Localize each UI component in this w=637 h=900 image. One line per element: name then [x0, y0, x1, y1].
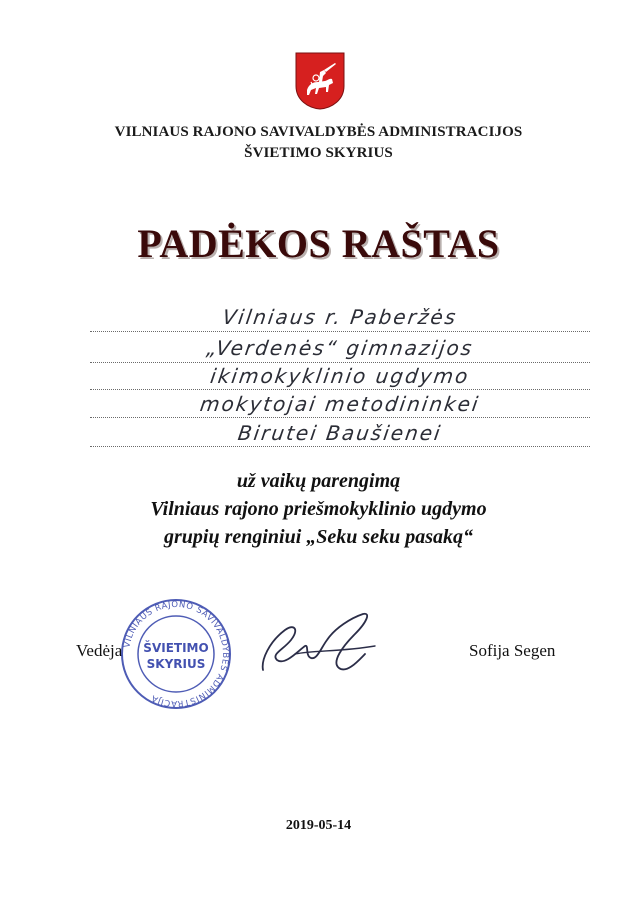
coat-of-arms-icon [295, 52, 345, 110]
signatory-title: Vedėja [76, 641, 123, 660]
department-name: ŠVIETIMO SKYRIUS [244, 145, 393, 161]
signatory-name: Sofija Segen [469, 641, 556, 660]
reason-line: grupių renginiui „Seku seku pasaką“ [164, 526, 473, 548]
document-date: 2019-05-14 [285, 818, 352, 833]
document-title: PADĖKOS RAŠTAS [137, 221, 500, 266]
recipient-line: mokytojai metodininkei [198, 392, 482, 416]
dotted-rule [90, 417, 590, 418]
recipient-line: Vilniaus r. Paberžės [221, 305, 459, 329]
stamp-ring-text: VILNIAUS RAJONO SAVIVALDYBĖS ADMINISTRACIJA [122, 599, 231, 709]
dotted-rule [90, 362, 590, 363]
official-stamp [115, 598, 237, 710]
recipient-line: „Verdenės“ gimnazijos [204, 336, 476, 360]
stamp-center-text: SKYRIUS [146, 657, 206, 671]
reason-line: Vilniaus rajono priešmokyklinio ugdymo [150, 498, 487, 520]
recipient-line: ikimokyklinio ugdymo [208, 364, 472, 388]
organization-name: VILNIAUS RAJONO SAVIVALDYBĖS ADMINISTRACIJOS [114, 124, 523, 140]
dotted-rule [90, 331, 590, 332]
recipient-line: Birutei Baušienei [236, 421, 444, 445]
stamp-center-text: ŠVIETIMO [143, 641, 209, 655]
handwritten-signature [255, 610, 385, 680]
reason-line: už vaikų parengimą [236, 470, 401, 492]
dotted-rule [90, 446, 590, 447]
dotted-rule [90, 389, 590, 390]
